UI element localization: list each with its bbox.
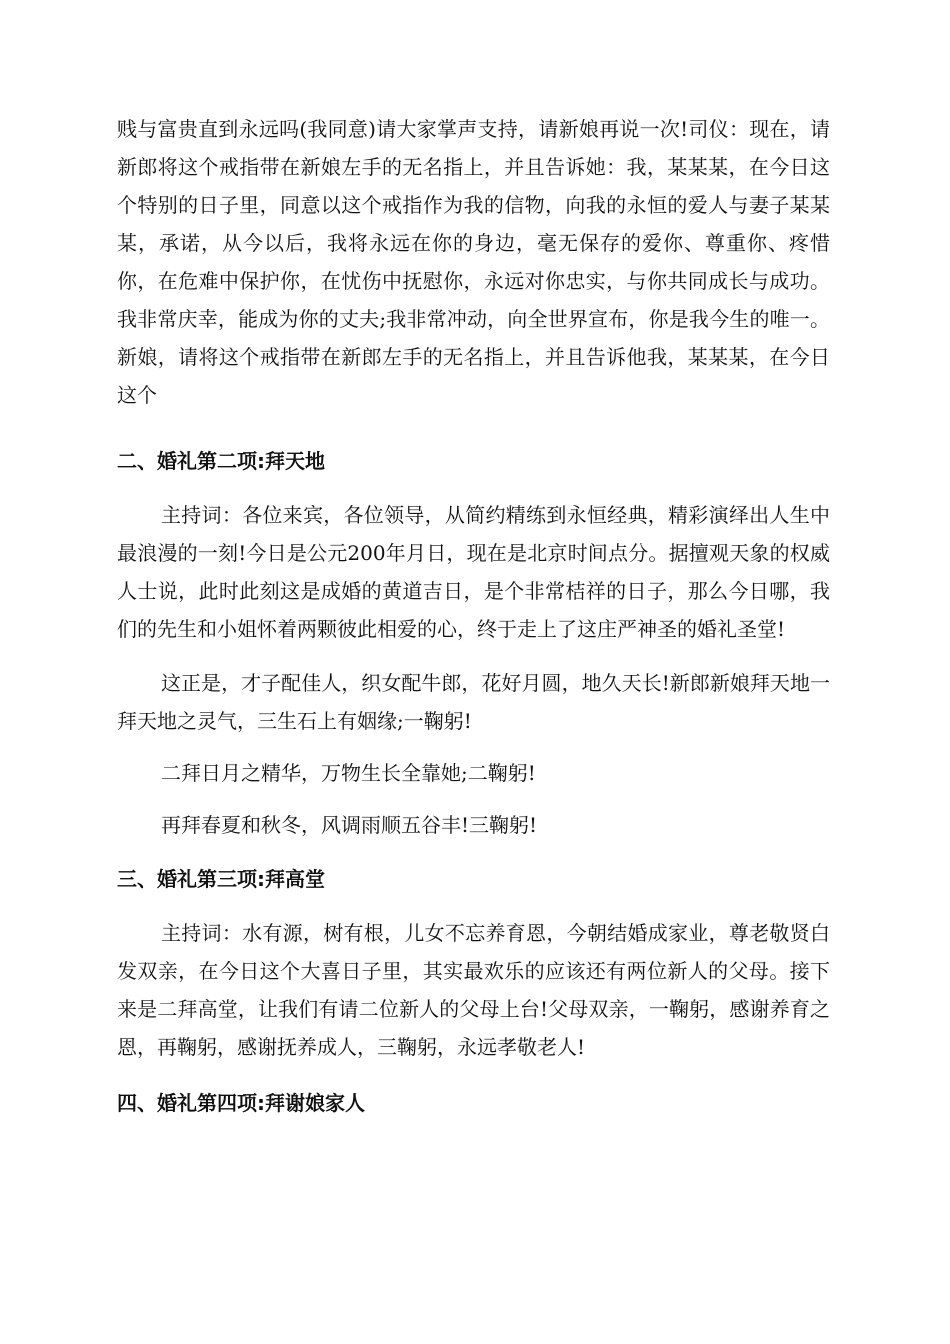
- section-heading-3: 三、婚礼第三项:拜高堂: [117, 867, 325, 891]
- section-heading-2: 二、婚礼第二项:拜天地: [117, 449, 325, 473]
- section2-paragraph-2: 这正是，才子配佳人，织女配牛郎，花好月圆，地久天长!新郎新娘拜天地一拜天地之灵气，三生石上有姻缘;一鞠躬!: [117, 671, 830, 733]
- section2-paragraph-4: 再拜春夏和秋冬，风调雨顺五谷丰!三鞠躬!: [161, 813, 538, 837]
- intro-paragraph: 贱与富贵直到永远吗(我同意)请大家掌声支持，请新娘再说一次!司仪：现在，请新郎将这个戒指带在新娘左手的无名指上，并且告诉她：我，某某某，在今日这个特别的日子里，同意以这个戒指作为我的信物，向我的永恒的爱人与妻子某某某，承诺，从今以后，我将永远在你的身边，毫无保存的爱你、尊重你、疼惜你，在危难中保护你，在忧伤中抚慰你，永远对你忠实，与你共同成长与成功。我非常庆幸，能成为你的丈夫;我非常冲动，向全世界宣布，你是我今生的唯一。新娘，请将这个戒指带在新郎左手的无名指上，并且告诉他我，某某某，在今日这个: [117, 117, 830, 407]
- section2-paragraph-1: 主持词：各位来宾，各位领导，从简约精练到永恒经典，精彩演绎出人生中最浪漫的一刻!今日是公元200年月日，现在是北京时间点分。据擅观天象的权威人士说，此时此刻这是成婚的黄道吉日，是个非常桔祥的日子，那么今日哪，我们的先生和小姐怀着两颗彼此相爱的心，终于走上了这庄严神圣的婚礼圣堂!: [117, 503, 830, 641]
- section2-paragraph-3: 二拜日月之精华，万物生长全靠她;二鞠躬!: [161, 761, 536, 785]
- section3-paragraph-1: 主持词：水有源，树有根，儿女不忘养育恩，今朝结婚成家业，尊老敬贤白发双亲，在今日这个大喜日子里，其实最欢乐的应该还有两位新人的父母。接下来是二拜高堂，让我们有请二位新人的父母上台!父母双亲，一鞠躬，感谢养育之恩，再鞠躬，感谢抚养成人，三鞠躬，永远孝敬老人!: [117, 921, 830, 1059]
- section-heading-4: 四、婚礼第四项:拜谢娘家人: [117, 1091, 365, 1115]
